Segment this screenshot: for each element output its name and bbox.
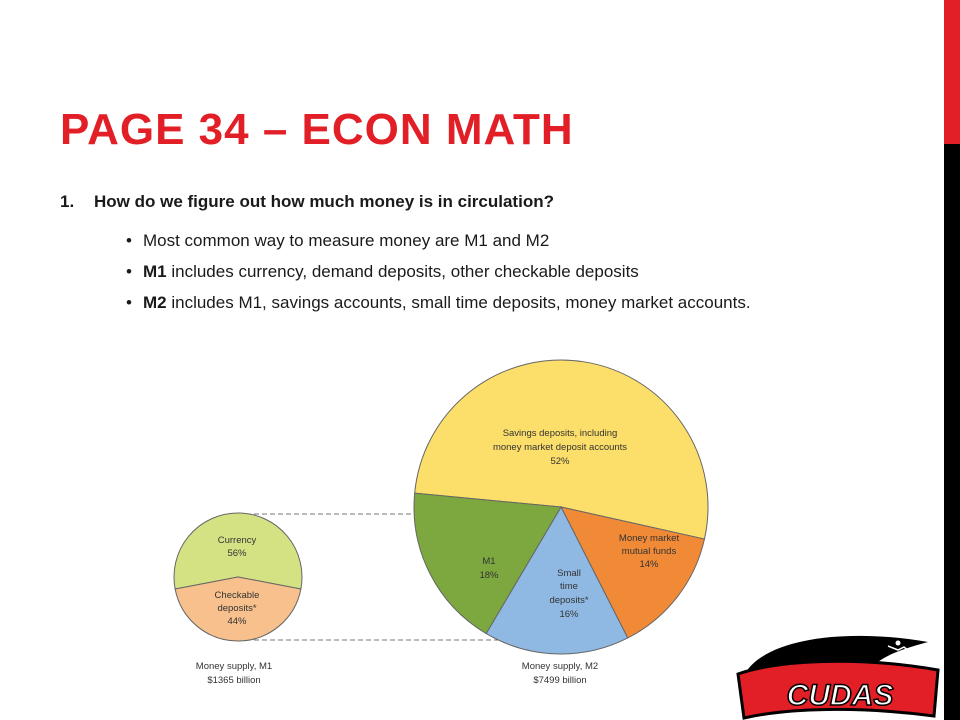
bullet-bold-term: M1 — [143, 262, 167, 281]
bullet-text: includes currency, demand deposits, other checkable deposits — [166, 262, 639, 281]
slice-label: Small — [557, 568, 581, 579]
slice-label: 44% — [227, 616, 247, 627]
slice-label: time — [560, 581, 578, 592]
m2-caption-line-1: Money supply, M2 — [521, 661, 599, 672]
slice-label: Checkable — [214, 590, 260, 601]
slice-label: deposits* — [217, 603, 257, 614]
question-number: 1. — [60, 192, 75, 211]
m1-caption-line-1: Money supply, M1 — [195, 661, 273, 672]
slice-label: 18% — [479, 570, 499, 581]
slice-label: 56% — [227, 548, 247, 559]
bullet-glyph: • — [126, 293, 132, 312]
slice-label: Money market — [618, 533, 680, 544]
question-text: How do we figure out how much money is in circulation? — [94, 192, 554, 211]
logo-text: CUDAS — [786, 679, 894, 712]
cudas-logo — [738, 636, 938, 718]
bullet-glyph: • — [126, 231, 132, 250]
slice-label: deposits* — [549, 595, 589, 606]
bullet-glyph: • — [126, 262, 132, 281]
slice-label: money market deposit accounts — [492, 442, 628, 453]
slice-label: Currency — [217, 535, 257, 546]
slice-label: 16% — [559, 609, 579, 620]
m1-caption-line-2: $1365 billion — [207, 675, 261, 686]
bullet-text: includes M1, savings accounts, small time deposits, money market accounts. — [166, 293, 751, 312]
slice-label: 52% — [550, 456, 570, 467]
slice-label: Savings deposits, including — [502, 428, 618, 439]
m2-caption-line-2: $7499 billion — [533, 675, 587, 686]
sidebar-accent-black — [944, 144, 960, 720]
logo-fish-eye — [896, 641, 901, 646]
slice-label: 14% — [639, 559, 659, 570]
slide-title: PAGE 34 – ECON MATH — [60, 105, 574, 154]
sidebar-accent-red — [944, 0, 960, 144]
slice-label: mutual funds — [621, 546, 677, 557]
slice-label: M1 — [482, 556, 496, 567]
bullet-bold-term: M2 — [143, 293, 167, 312]
bullet-text: Most common way to measure money are M1 and M2 — [143, 231, 550, 250]
